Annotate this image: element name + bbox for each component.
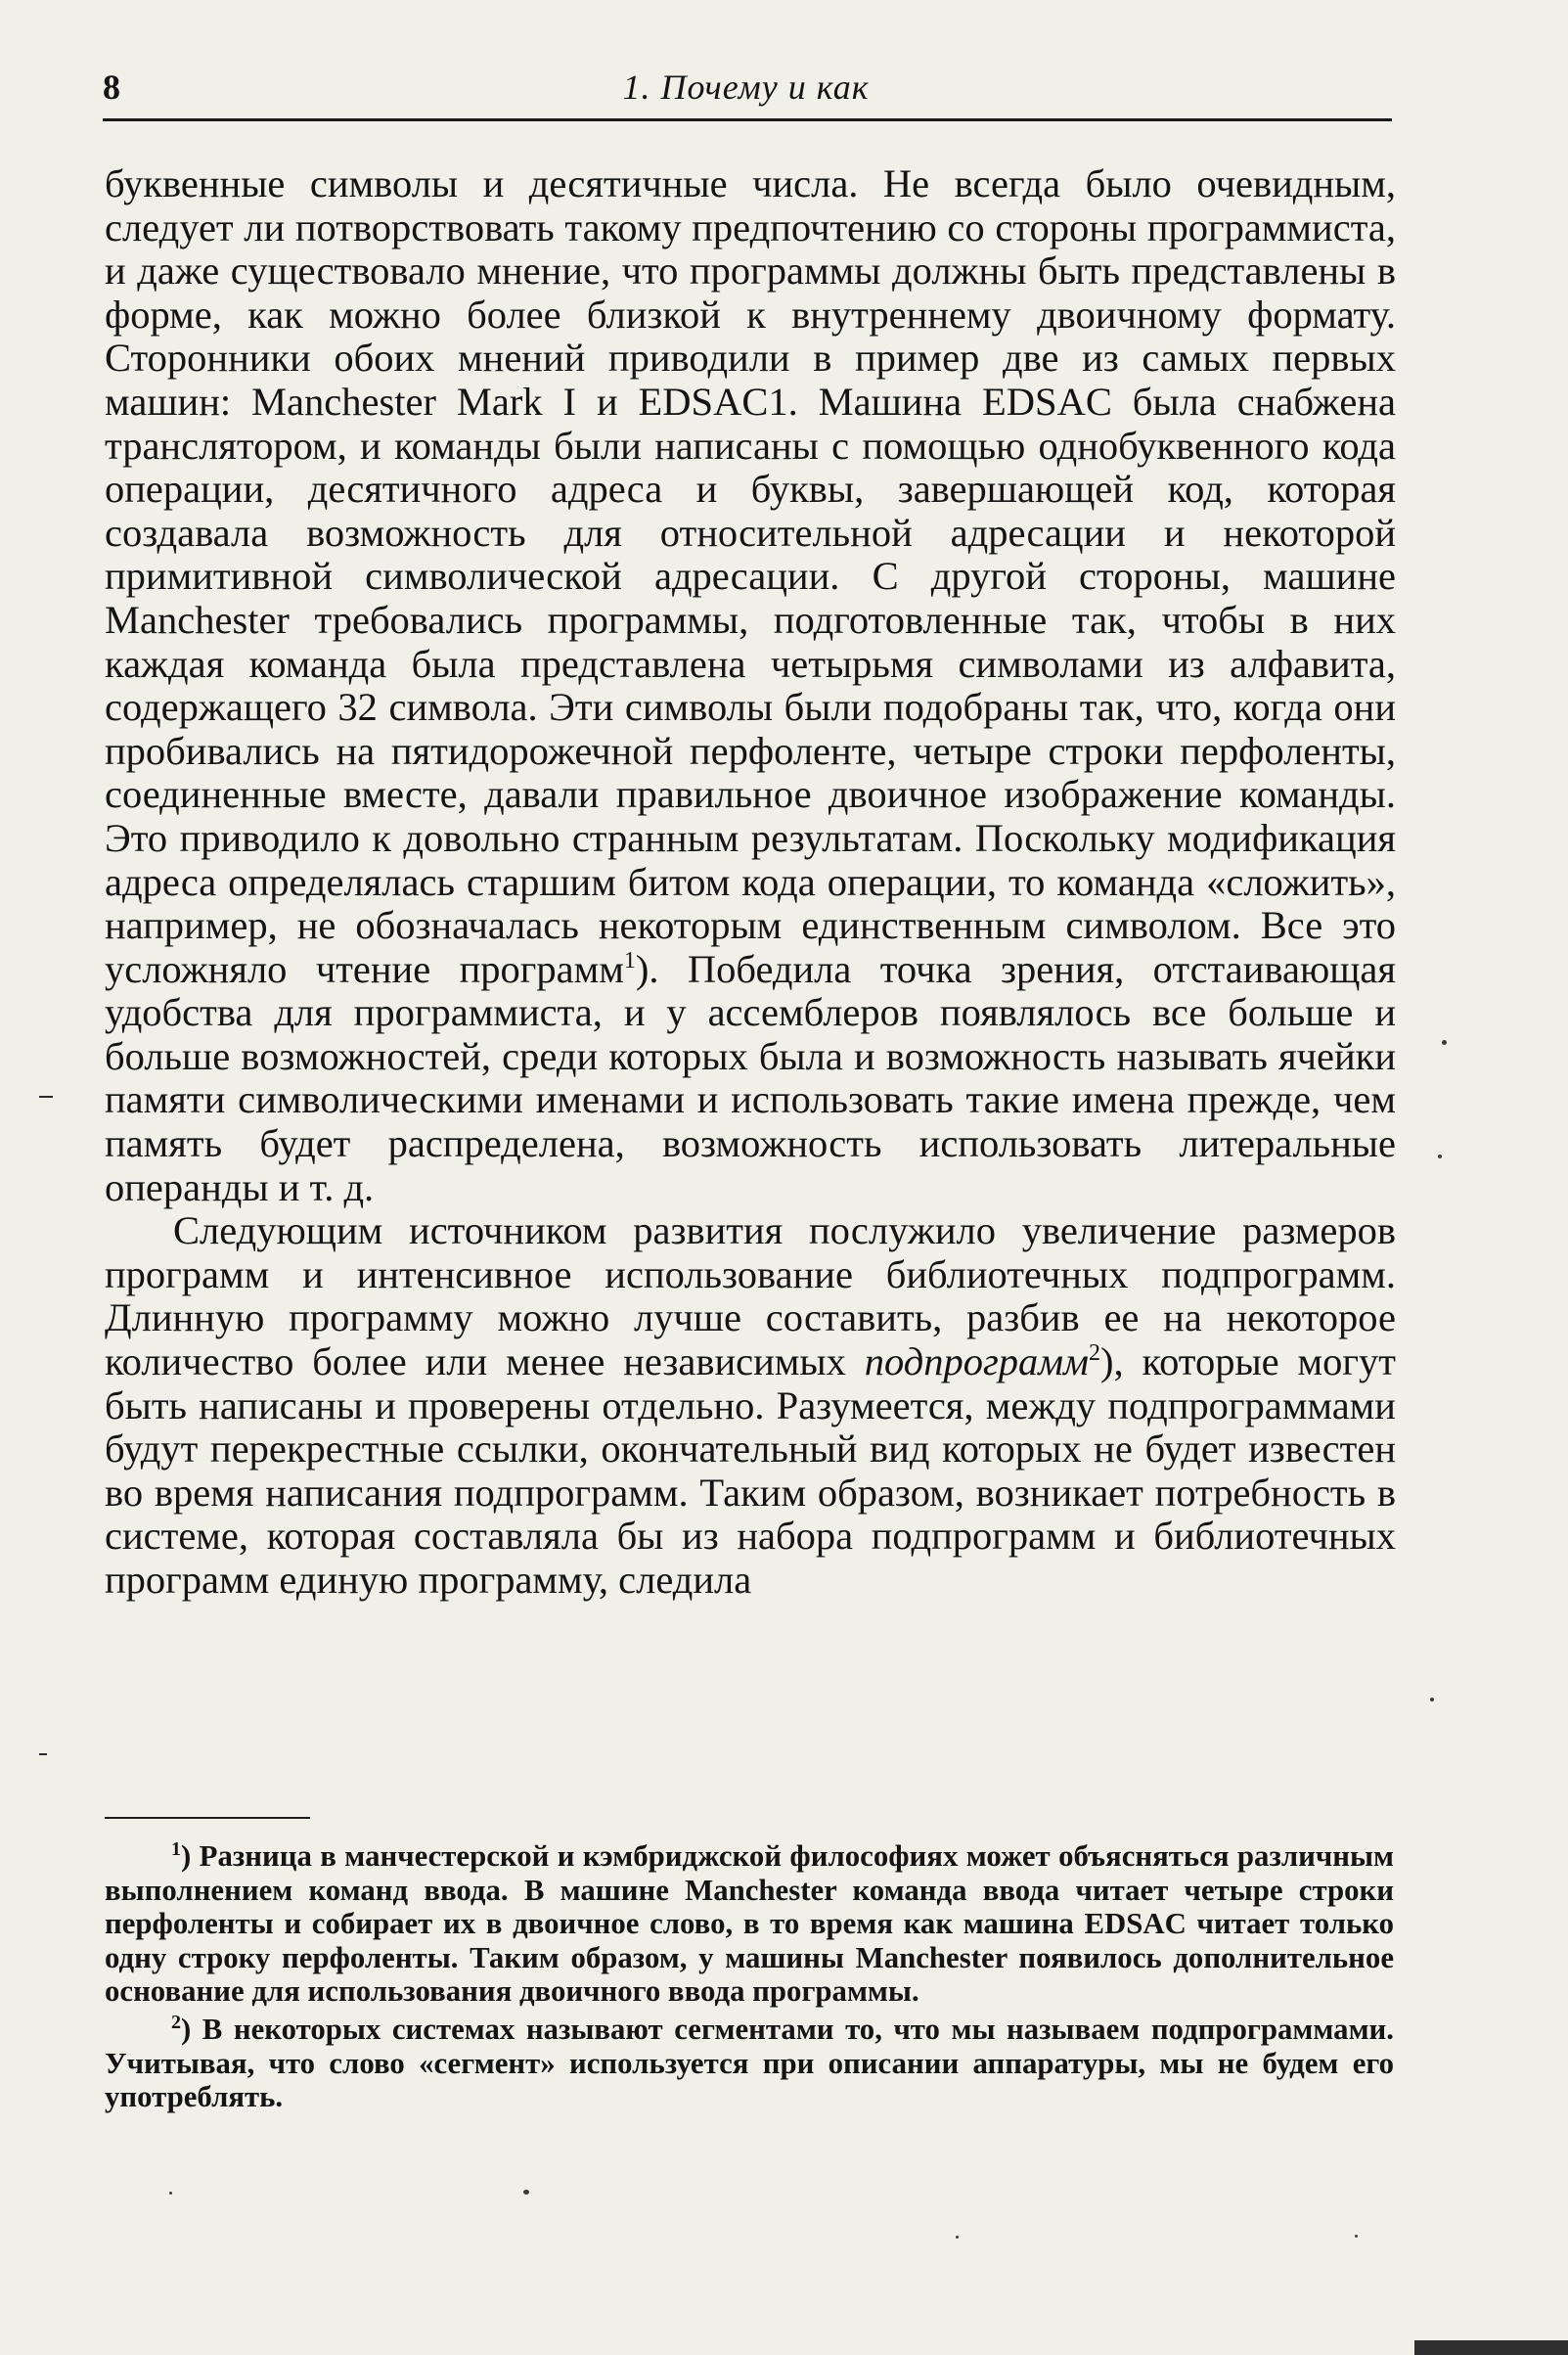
running-title: 1. Почему и как <box>622 68 870 107</box>
paragraph-1-text-end: ). Победила точка зрения, отстаивающая удобства для программиста, и у ассемблеров появлялось все больше и больше возможностей, среди которых была и возможность называть ячейки памяти символическими именами и использовать такие имена прежде, чем память будет распределена, возможность использовать литеральные операнды и т. д. <box>105 946 1397 1209</box>
main-text <box>105 162 1396 1603</box>
scan-speck <box>956 2236 959 2239</box>
scan-speck <box>1438 1155 1442 1158</box>
footnote-separator <box>105 1817 310 1819</box>
scan-speck <box>1430 1698 1434 1701</box>
footnote-1 <box>105 1839 1394 2009</box>
footnote-ref-1: 1 <box>623 947 636 974</box>
footnote-2-marker: 2 <box>171 2011 181 2033</box>
paragraph-1 <box>105 162 1396 1209</box>
page-number: 8 <box>103 68 120 107</box>
paragraph-2 <box>105 1209 1396 1602</box>
scan-speck <box>1355 2235 1358 2238</box>
footnote-ref-2: 2 <box>1088 1340 1100 1367</box>
scan-speck <box>1442 1040 1447 1045</box>
paragraph-1-text-start: буквенные символы и десятичные числа. Не всегда было очевидным, следует ли потворствовать такому предпочтению со стороны программиста, и даже существовало мнение, что программы должны быть представлены в форме, как можно более близкой к внутреннему двоичному формату. Сторонники обоих мнений приводили в пример две из самых первых машин: Manchester Mark I и EDSAC1. Машина EDSAC была снабжена транслятором, и команды были написаны с помощью однобуквенного кода операции, десятичного адреса и буквы, завершающей код, которая создавала возможность для относительной адресации и некоторой примитивной символической адресации. С другой стороны, машине Manchester требовались программы, подготовленные так, чтобы в них каждая команда была представлена четырьмя символами из алфавита, содержащего 32 символа. Эти символы были подобраны так, что, когда они пробивались на пятидорожечной перфоленте, четыре строки перфоленты, соединенные вместе, давали правильное двоичное изображение команды. Это приводило к довольно странным результатам. Поскольку модификация адреса определялась старшим битом кода операции, то команда «сложить», например, не обозначалась некоторым единственным символом. Все это усложняло чтение программ <box>105 161 1396 991</box>
margin-dash-mark <box>39 1753 47 1755</box>
footnote-2-text: ) В некоторых системах называют сегментами то, что мы называем подпрограммами. Учитывая, что слово «сегмент» используется при описании аппаратуры, мы не будем его употреблять. <box>105 2012 1394 2114</box>
paragraph-2-text-end: ), которые могут быть написаны и проверены отдельно. Разумеется, между подпрограммами будут перекрестные ссылки, окончательный вид которых не будет известен во время написания подпрограмм. Таким образом, возникает потребность в системе, которая составляла бы из набора подпрограмм и библиотечных программ единую программу, следила <box>105 1339 1396 1602</box>
footnote-2 <box>105 2013 1394 2114</box>
italic-term-subprograms: подпрограмм <box>864 1339 1089 1384</box>
page-header <box>103 61 1389 115</box>
header-rule <box>103 118 1392 121</box>
scan-edge-noise <box>1414 2340 1568 2355</box>
scan-speck <box>169 2192 172 2195</box>
margin-dash-mark <box>39 1096 53 1098</box>
footnote-1-text: ) Разница в манчестерской и кэмбриджской философиях может объясняться различным выполнением команд ввода. В машине Manchester команда ввода читает четыре строки перфоленты и собирает их в двоичное слово, в то время как машина EDSAC читает только одну строку перфоленты. Таким образом, у машины Manchester появилось дополнительное основание для использования двоичного ввода программы. <box>105 1839 1394 2009</box>
footnotes <box>105 1839 1394 2118</box>
scan-speck <box>523 2190 529 2195</box>
footnote-1-marker: 1 <box>171 1838 181 1860</box>
paragraph-2-text-start: Следующим источником развития послужило увеличение размеров программ и интенсивное использование библиотечных подпрограмм. Длинную программу можно лучше составить, разбив ее на некоторое количество более или менее независимых <box>105 1208 1396 1384</box>
